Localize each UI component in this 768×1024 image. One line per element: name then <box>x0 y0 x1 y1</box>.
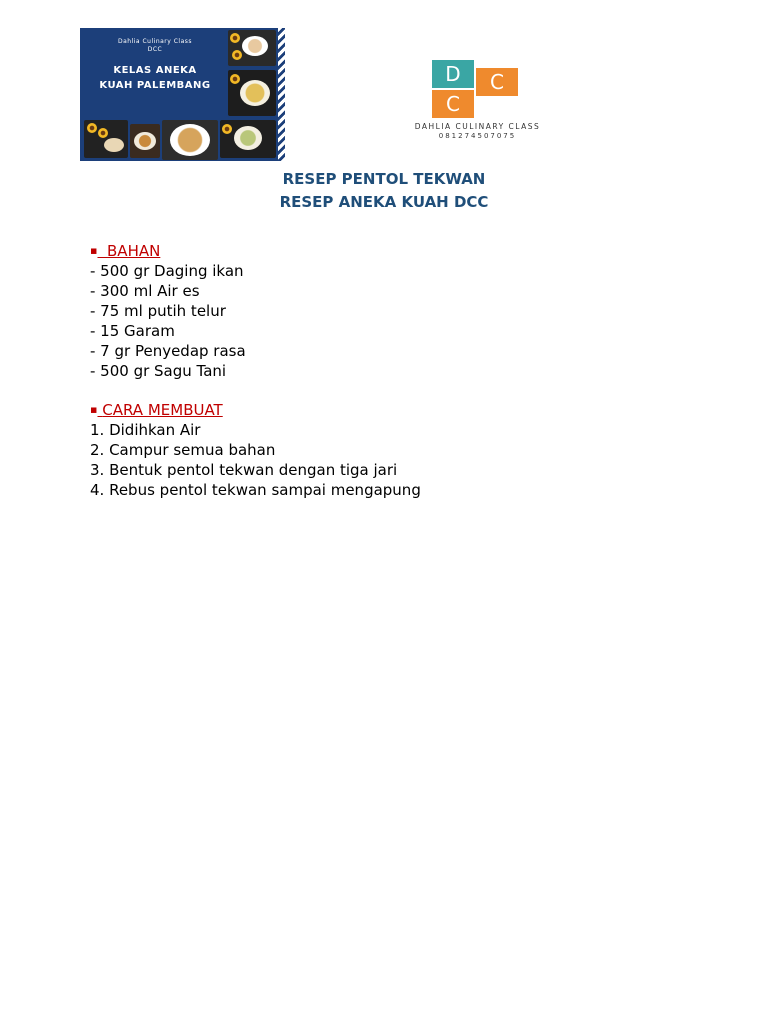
steps-section <box>90 400 421 500</box>
ingredient-item: - 500 gr Sagu Tani <box>90 362 227 380</box>
food-photo <box>228 30 276 66</box>
dcc-logo <box>395 58 560 148</box>
logo-brand-name: DAHLIA CULINARY CLASS <box>414 122 541 131</box>
ingredient-item: - 75 ml putih telur <box>90 302 226 320</box>
ingredient-item: - 300 ml Air es <box>90 282 200 300</box>
banner-title-line1: KELAS ANEKA <box>113 65 197 76</box>
banner-title-line2: KUAH PALEMBANG <box>99 80 211 91</box>
ingredient-item: - 7 gr Penyedap rasa <box>90 342 246 360</box>
food-photo <box>130 124 160 158</box>
step-item: 3. Bentuk pentol tekwan dengan tiga jari <box>90 461 398 479</box>
banner-brand <box>80 38 230 54</box>
logo-letter-c-right: C <box>476 68 518 96</box>
banner-title <box>84 63 226 93</box>
ingredient-item: - 500 gr Daging ikan <box>90 262 244 280</box>
step-item: 1. Didihkan Air <box>90 421 201 439</box>
banner-brand-line1: Dahlia Culinary Class <box>117 38 193 45</box>
logo-letter-c-bottom: C <box>432 90 474 118</box>
banner-brand-line2: DCC <box>147 46 163 53</box>
square-bullet-icon: ▪ <box>90 403 98 416</box>
logo-phone-number: 081274507075 <box>438 132 517 140</box>
logo-letter-d: D <box>432 60 474 88</box>
ingredient-item: - 15 Garam <box>90 322 175 340</box>
food-photo <box>84 120 128 158</box>
recipe-title: RESEP PENTOL TEKWAN <box>282 170 486 188</box>
square-bullet-icon: ▪ <box>90 244 98 257</box>
ingredients-heading <box>90 241 246 261</box>
banner-stripe <box>278 28 285 161</box>
ingredients-section <box>90 241 246 381</box>
steps-heading-label: CARA MEMBUAT <box>102 401 223 419</box>
food-photo <box>220 120 276 158</box>
food-photo <box>162 120 218 160</box>
steps-heading <box>90 400 421 420</box>
food-photo <box>228 70 276 116</box>
ingredients-heading-label: BAHAN <box>107 242 161 260</box>
recipe-subtitle: RESEP ANEKA KUAH DCC <box>279 193 489 211</box>
step-item: 4. Rebus pentol tekwan sampai mengapung <box>90 481 421 499</box>
step-item: 2. Campur semua bahan <box>90 441 276 459</box>
class-banner <box>80 28 285 161</box>
